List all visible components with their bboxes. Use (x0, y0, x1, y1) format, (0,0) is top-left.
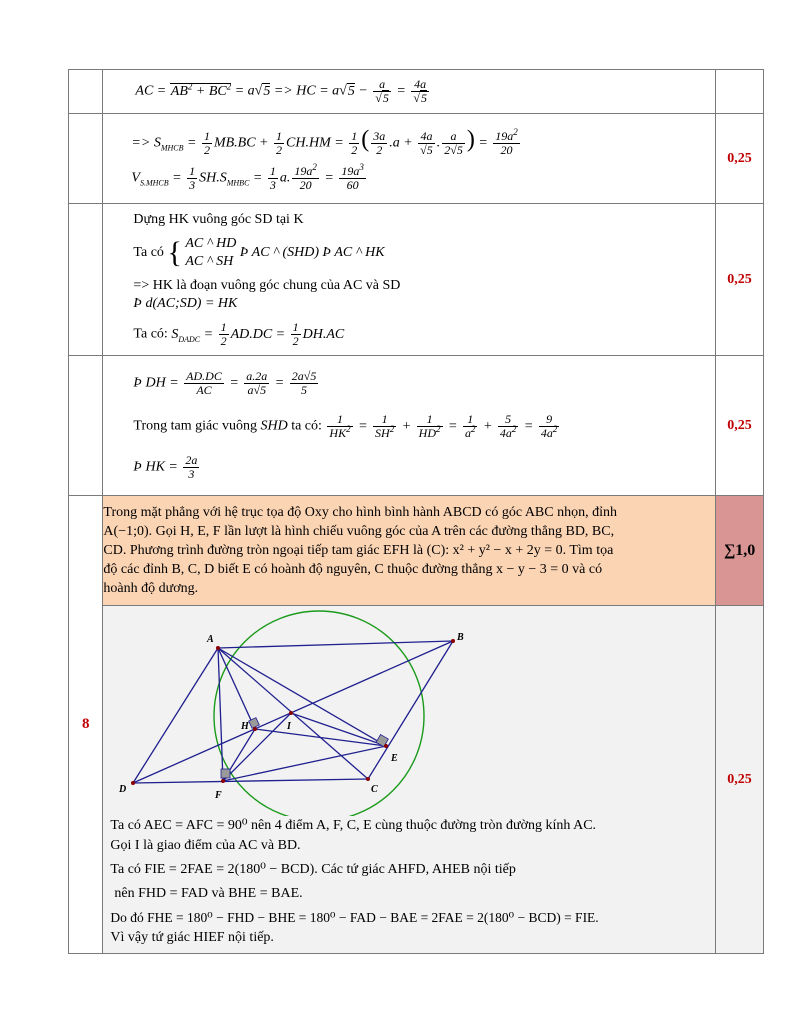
number-cell-empty (69, 70, 103, 114)
label-a: A (207, 634, 215, 645)
formula-hk: Þ HK = $\frac{2a}{3}$ (133, 453, 198, 481)
formula-volume: $V_{S.MHCB}$ = $\frac{1}{3}$ $SH.S_{MHBC}$ = $\frac{1}{3}$ a. $\frac{19a^2}{20}$ = $\frac{19a^3}{60}$ (131, 161, 364, 192)
right-angle-f (221, 769, 230, 778)
text-system: Ta có { AC ^ HD AC ^ SH Þ AC ^ (SHD) Þ AC ^ HK (133, 236, 385, 269)
formula-dh: Þ DH = $\frac{AD.DC}{AC}$ = $\frac{a.2a}{a√5}$ = $\frac{2a√5}{5}$ (133, 369, 317, 397)
text-distance: Þ d(AC;SD) = HK (133, 296, 238, 311)
solution-text: Ta có AEC = AFC = 90⁰ nên 4 điểm A, F, C, E cùng thuộc đường tròn đường kính AC. Gọi I là giao điểm của AC và BD. Ta có FIE = 2FAE = 2(180⁰ − BCD). Các tứ giác AHFD, AHEB nội tiếp nên FHD = FAD và BHE = BAE. Do đó FHE = 180⁰ − FHD − BHE = 180⁰ − FAD − BAE = 2FAE = 2(180⁰ − BCD) = FIE. Vì vậy tứ giác HIEF nội tiếp. (110, 818, 599, 945)
geometry-figure (103, 606, 695, 816)
formula-area-adc: Ta có: $S_{DADC}$ = $\frac{1}{2}$ AD.DC = $\frac{1}{2}$ DH.AC (133, 320, 345, 348)
row-hk-perpendicular (69, 204, 764, 356)
label-f: F (215, 790, 223, 801)
circumcircle (214, 611, 424, 816)
row-volume (69, 114, 764, 204)
solution-cell (103, 606, 716, 954)
total-score: ∑1,0 (716, 496, 764, 606)
score-cell (716, 70, 764, 114)
score-cell: 0,25 (716, 114, 764, 204)
row-solution (69, 606, 764, 954)
formula-area: => $S_{MHCB}$ = $\frac{1}{2}$ MB.BC + $\frac{1}{2}$ CH.HM = $\frac{1}{2}$ ( $\frac{3a}{2}$ .a + $\frac{4a}{√5}$ . $\frac{a}{2√5}$ ) = $\frac{19a^2}{20}$ (131, 126, 518, 157)
figure-lines (133, 641, 453, 783)
label-c: C (371, 784, 379, 795)
answer-table (68, 69, 764, 954)
label-d: D (119, 784, 127, 795)
score-cell: 0,25 (716, 356, 764, 496)
score-cell: 0,25 (716, 606, 764, 954)
label-b: B (457, 632, 465, 643)
label-e: E (391, 753, 399, 764)
content-cell (103, 70, 716, 114)
text-common-perpendicular: => HK là đoạn vuông góc chung của AC và SD (133, 278, 401, 293)
score-cell: 0,25 (716, 204, 764, 356)
row-dh-hk (69, 356, 764, 496)
row-ac-hc (69, 70, 764, 114)
row-problem-8 (69, 496, 764, 606)
problem-number: 8 (69, 496, 103, 954)
problem-statement: Trong mặt phẳng với hệ trục tọa độ Oxy cho hình bình hành ABCD có góc ABC nhọn, đỉnh A(−1;0). Gọi H, E, F lần lượt là hình chiếu vuông góc của A trên các đường thẳng BD, BC, CD. Phương trình đường tròn ngoại tiếp tam giác EFH là (C): x² + y² − x + 2y = 0. Tìm tọa độ các đỉnh B, C, D biết E có hoành độ nguyên, C thuộc đường thẳng x − y − 3 = 0 và có hoành độ dương. (103, 496, 716, 606)
formula-ac-hc: AC = $AB^2 + BC^2 = a√5$ => HC = a√5 − $\frac{a}{√5}$ = $\frac{4a}{√5}$ (135, 77, 427, 105)
formula-hk-sum: Trong tam giác vuông SHD ta có: $\frac{1}{HK^2}$ = $\frac{1}{SH^2}$ + $\frac{1}{HD^2}$ = $\frac{1}{a^2}$ + $\frac{5}{4a^2}$ = $\frac{9}{4a^2}$ (133, 412, 558, 440)
label-h: H (241, 721, 250, 732)
text-dung-hk: Dựng HK vuông góc SD tại K (133, 212, 304, 227)
label-i: I (287, 721, 292, 732)
